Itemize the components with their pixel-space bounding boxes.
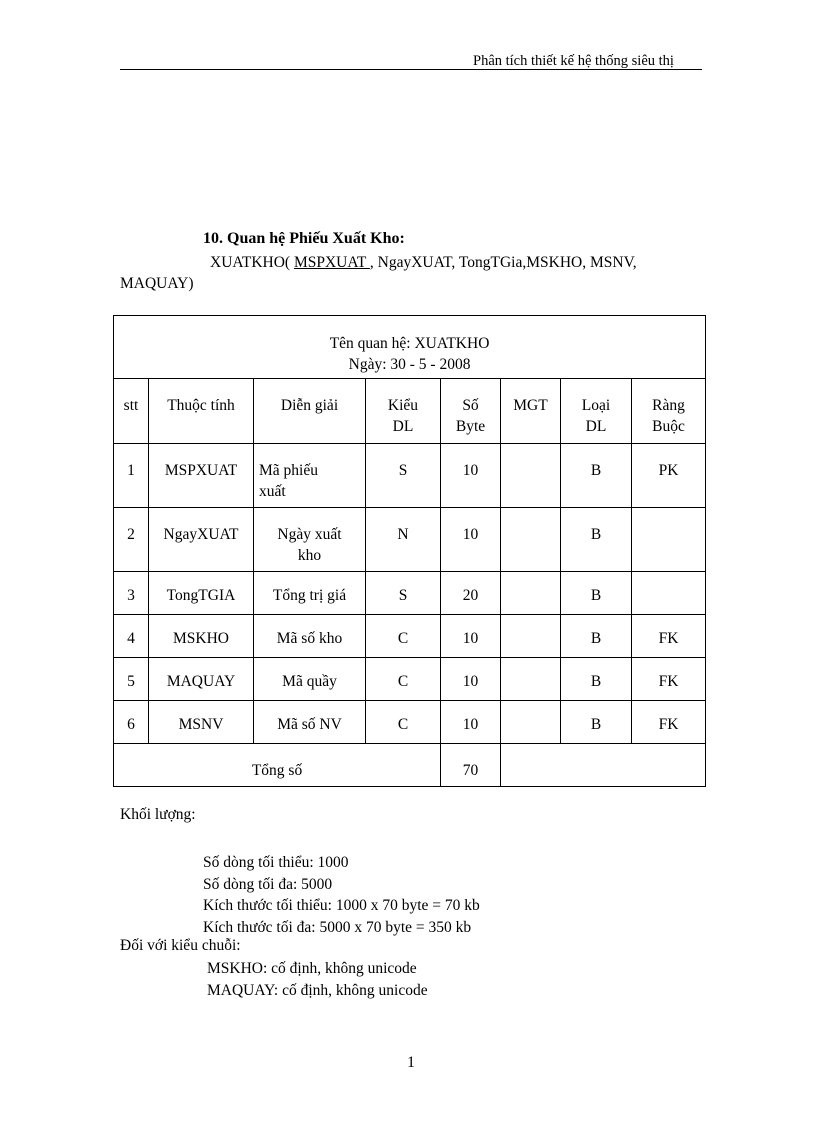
- col-header-type: Kiểu DL: [366, 379, 441, 444]
- cell-attribute: MSKHO: [149, 615, 254, 658]
- cell-bytes: 10: [441, 508, 501, 572]
- cell-constraint: [632, 572, 706, 615]
- col-header-mgt: MGT: [501, 379, 561, 444]
- cell-mgt: [501, 572, 561, 615]
- table-row: [114, 658, 706, 701]
- table-row: [114, 508, 706, 572]
- table-row: [114, 444, 706, 508]
- cell-description: Ngày xuất kho: [254, 508, 366, 572]
- table-row: [114, 615, 706, 658]
- relation-name: Tên quan hệ: XUATKHO: [329, 335, 490, 352]
- table-title-cell: [114, 316, 706, 379]
- cell-bytes: 10: [441, 658, 501, 701]
- volume-max-size: Kích thước tối đa: 5000 x 70 byte = 350 kb: [203, 918, 472, 936]
- col-header-attribute: Thuộc tính: [149, 379, 254, 444]
- total-label: Tổng số: [114, 744, 441, 787]
- col-header-constraint: Ràng Buộc: [632, 379, 706, 444]
- col-header-kind: Loại DL: [561, 379, 632, 444]
- cell-mgt: [501, 444, 561, 508]
- cell-kind: B: [561, 701, 632, 744]
- page-header-title: Phân tích thiết kế hệ thống siêu thị: [473, 53, 674, 69]
- strings-mskho: MSKHO: cố định, không unicode: [207, 960, 417, 977]
- cell-mgt: [501, 701, 561, 744]
- col-header-bytes: Số Byte: [441, 379, 501, 444]
- table-total-row: [114, 744, 706, 787]
- cell-stt: 5: [114, 658, 149, 701]
- cell-stt: 2: [114, 508, 149, 572]
- cell-attribute: MSNV: [149, 701, 254, 744]
- cell-attribute: MSPXUAT: [149, 444, 254, 508]
- cell-stt: 4: [114, 615, 149, 658]
- strings-maquay: MAQUAY: cố định, không unicode: [207, 981, 428, 999]
- cell-description: Mã số kho: [254, 615, 366, 658]
- cell-kind: B: [561, 658, 632, 701]
- cell-constraint: PK: [632, 444, 706, 508]
- cell-kind: B: [561, 615, 632, 658]
- cell-type: C: [366, 701, 441, 744]
- strings-list: [207, 958, 428, 1001]
- cell-bytes: 10: [441, 444, 501, 508]
- cell-kind: B: [561, 444, 632, 508]
- relation-date: Ngày: 30 - 5 - 2008: [348, 356, 471, 373]
- cell-description: Mã phiếu xuất: [254, 444, 366, 508]
- cell-attribute: NgayXUAT: [149, 508, 254, 572]
- schema-line-2: MAQUAY): [120, 275, 194, 292]
- cell-type: S: [366, 444, 441, 508]
- schema-prefix: XUATKHO(: [210, 254, 294, 271]
- schema-primary-key: MSPXUAT: [293, 254, 370, 271]
- cell-constraint: FK: [632, 701, 706, 744]
- volume-min-rows: Số dòng tối thiểu: 1000: [203, 854, 349, 871]
- cell-constraint: [632, 508, 706, 572]
- schema-rest: , NgayXUAT, TongTGia,MSKHO, MSNV,: [369, 254, 637, 271]
- cell-description: Mã số NV: [254, 701, 366, 744]
- table-header-row: [114, 379, 706, 444]
- col-header-description: Diễn giải: [254, 379, 366, 444]
- cell-constraint: FK: [632, 615, 706, 658]
- volume-max-rows: Số dòng tối đa: 5000: [203, 875, 333, 893]
- cell-mgt: [501, 508, 561, 572]
- header-rule: [120, 69, 702, 70]
- cell-bytes: 10: [441, 701, 501, 744]
- cell-stt: 1: [114, 444, 149, 508]
- cell-mgt: [501, 615, 561, 658]
- cell-stt: 3: [114, 572, 149, 615]
- table-row: [114, 701, 706, 744]
- cell-attribute: MAQUAY: [149, 658, 254, 701]
- total-value: 70: [441, 744, 501, 787]
- cell-stt: 6: [114, 701, 149, 744]
- cell-type: S: [366, 572, 441, 615]
- volume-title: Khối lượng:: [120, 806, 196, 823]
- cell-bytes: 20: [441, 572, 501, 615]
- col-header-stt: stt: [114, 379, 149, 444]
- strings-title: Đối với kiểu chuỗi:: [120, 937, 241, 954]
- schema-line-1: [210, 254, 637, 272]
- cell-kind: B: [561, 508, 632, 572]
- cell-description: Mã quầy: [254, 658, 366, 701]
- cell-type: N: [366, 508, 441, 572]
- cell-bytes: 10: [441, 615, 501, 658]
- table-row: [114, 572, 706, 615]
- cell-type: C: [366, 615, 441, 658]
- cell-constraint: FK: [632, 658, 706, 701]
- relation-table: [113, 315, 706, 787]
- total-empty: [501, 744, 706, 787]
- volume-list: [203, 852, 480, 938]
- volume-min-size: Kích thước tối thiểu: 1000 x 70 byte = 70 kb: [203, 897, 480, 914]
- cell-type: C: [366, 658, 441, 701]
- cell-description: Tổng trị giá: [254, 572, 366, 615]
- cell-mgt: [501, 658, 561, 701]
- cell-kind: B: [561, 572, 632, 615]
- page-number: 1: [407, 1054, 415, 1071]
- cell-attribute: TongTGIA: [149, 572, 254, 615]
- section-heading: 10. Quan hệ Phiếu Xuất Kho:: [203, 230, 405, 247]
